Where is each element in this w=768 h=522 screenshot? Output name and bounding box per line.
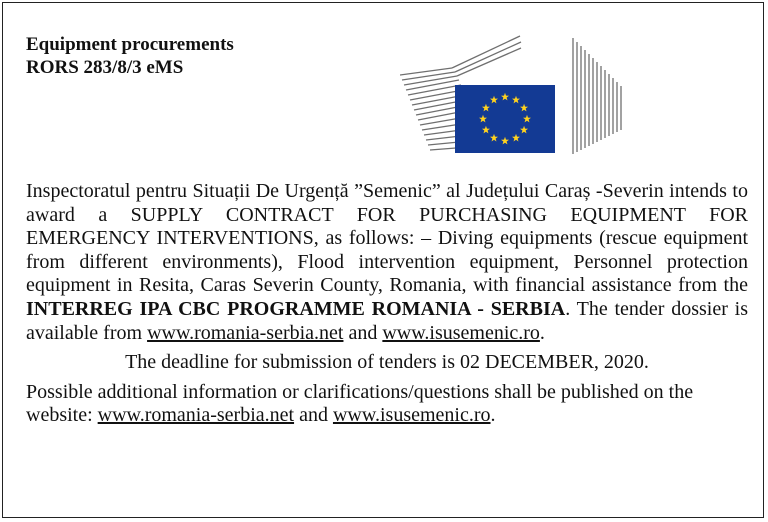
header-title: Equipment procurements xyxy=(26,34,234,55)
notice-paragraph-main: Inspectoratul pentru Situații De Urgență ”Semenic” al Județului Caraș -Severin intends to award a SUPPLY CONTRACT FOR PURCHASING EQUIPMENT FOR EMERGENCY INTERVENTIONS, as follows: – Diving equipments (rescue equipment from different environments), Flood intervention equipment, Personnel protection equipment in Resita, Caras Severin County, Romania, with financial assistance from the INTERREG IPA CBC PROGRAMME ROMANIA - SERBIA. The tender dossier is available from www.romania-serbia.net and www.isusemenic.ro. xyxy=(26,180,749,344)
header-reference: RORS 283/8/3 eMS xyxy=(26,57,184,78)
building-lines-right xyxy=(573,38,621,154)
link-romania-serbia-2[interactable]: www.romania-serbia.net xyxy=(97,404,295,427)
notice-body xyxy=(26,180,748,428)
link-isusemenic-2[interactable]: www.isusemenic.ro xyxy=(332,404,491,427)
notice-paragraph-additional: Possible additional information or clarifications/questions shall be published on the website: www.romania-serbia.net and www.isusemenic.ro. xyxy=(26,380,694,427)
link-romania-serbia[interactable]: www.romania-serbia.net xyxy=(147,321,344,344)
link-isusemenic[interactable]: www.isusemenic.ro xyxy=(382,321,540,344)
european-commission-logo xyxy=(400,28,640,160)
header xyxy=(26,33,234,79)
programme-name: INTERREG IPA CBC PROGRAMME ROMANIA - SERBIA xyxy=(26,297,566,320)
notice-deadline: The deadline for submission of tenders is 02 DECEMBER, 2020. xyxy=(125,351,649,374)
